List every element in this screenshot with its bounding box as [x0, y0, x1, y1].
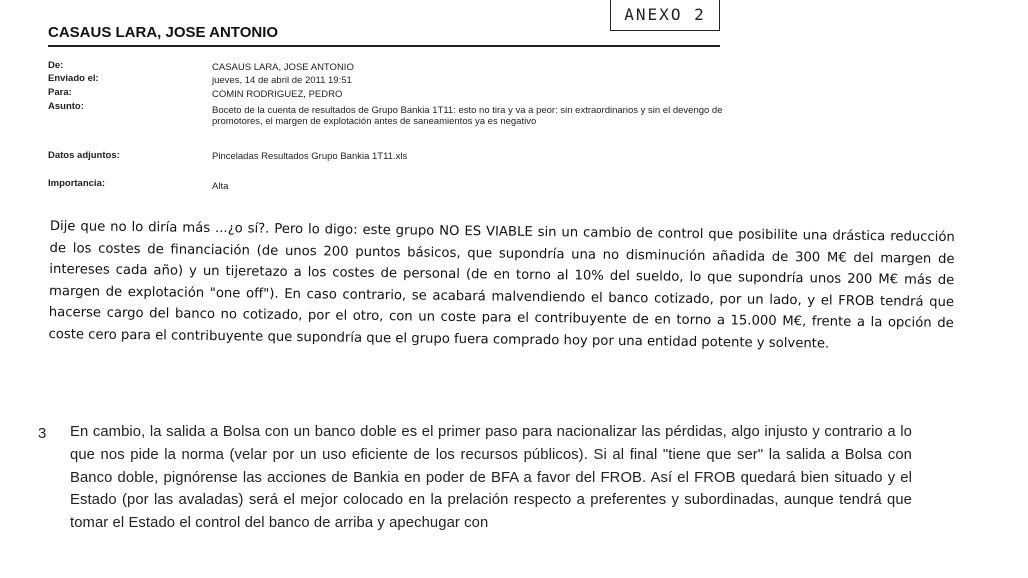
body-paragraph: Dije que no lo diría más ...¿o sí?. Pero lo digo: este grupo NO ES VIABLE sin un cambio de control que posibilite una drástica reducción de los costes de financiación (de unos 200 puntos básicos, que supondría una no disminución añadida de 300 M€ del margen de intereses cada año) y un tijeretazo a los costes de personal (de en torno al 10% del sueldo, lo que supondría unos 200 M€ más de margen de explotación "one off"). En caso contrario, se acabará malvendiendo el banco cotizado, por un lado, y el FROB tendrá que hacerse cargo del banco no cotizado, por el otro, con un coste para el contribuyente de en torno a 15.000 M€, frente a la opción de coste cero para el contribuyente que supondría que el grupo fuera comprado hoy por una entidad potente y solvente.: [48, 218, 955, 352]
header-divider: [48, 45, 720, 47]
from-value: CASAUS LARA, JOSE ANTONIO: [212, 62, 354, 73]
annex-stamp: ANEXO 2: [610, 0, 720, 31]
to-value: COMIN RODRIGUEZ, PEDRO: [212, 89, 343, 100]
attachments-value: Pinceladas Resultados Grupo Bankia 1T11.xls: [212, 151, 408, 162]
attachments-label: Datos adjuntos:: [48, 150, 120, 161]
importance-label: Importancia:: [48, 178, 106, 189]
importance-value: Alta: [212, 181, 229, 192]
from-label: De:: [48, 60, 64, 71]
subject-value: Boceto de la cuenta de resultados de Grupo Bankia 1T11: esto no tira y va a peor: sin extraordinarios y sin el devengo de promotores, el margen de explotación antes de saneamientos ya es negativo: [212, 105, 723, 127]
point-text: En cambio, la salida a Bolsa con un banco doble es el primer paso para nacionalizar las pérdidas, algo injusto y contrario a lo que nos pide la norma (velar por un uso eficiente de los recursos públicos). Si al final "tiene que ser" la salida a Bolsa con Banco doble, pignórense las acciones de Bankia en poder de BFA a favor del FROB. Así el FROB quedará bien situado y el Estado (por las avaladas) será el mejor colocado en la prelación respecto a preferentes y subordinadas, aunque tendrá que tomar el Estado el control del banco de arriba y apechugar con: [70, 424, 912, 532]
to-label: Para:: [48, 87, 72, 98]
sent-value: jueves, 14 de abril de 2011 19:51: [212, 75, 352, 86]
subject-label: Asunto:: [48, 101, 84, 112]
sender-name: CASAUS LARA, JOSE ANTONIO: [48, 24, 279, 41]
point-number: 3: [38, 425, 47, 442]
sent-label: Enviado el:: [48, 73, 99, 84]
